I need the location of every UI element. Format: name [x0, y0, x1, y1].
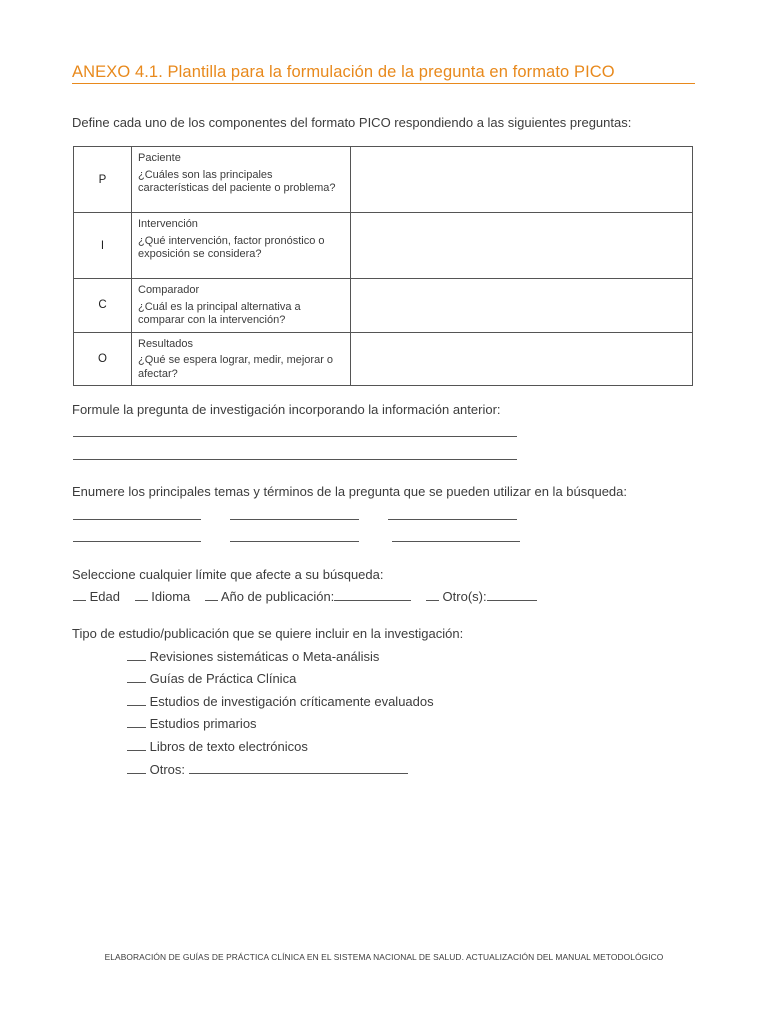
study-option-checkbox[interactable] [127, 716, 146, 728]
study-option-checkbox[interactable] [127, 739, 146, 751]
study-option [127, 762, 408, 777]
limit-label-edad: Edad [89, 589, 120, 604]
study-option-label: Revisiones sistemáticas o Meta-análisis [149, 649, 380, 664]
term-answer-line[interactable] [230, 541, 359, 542]
question-answer-line[interactable] [73, 436, 517, 437]
pico-row-i [74, 213, 693, 279]
pico-description [132, 279, 351, 333]
limit-checkbox-idioma[interactable] [135, 589, 148, 601]
pico-component-name: Intervención [138, 218, 198, 230]
limit-checkbox-anio[interactable] [205, 589, 218, 601]
study-option [127, 694, 434, 709]
pico-component-question: ¿Cuáles son las principales características del paciente o problema? [138, 168, 336, 194]
study-option [127, 649, 379, 664]
term-answer-line[interactable] [73, 519, 201, 520]
study-option [127, 716, 257, 731]
limit-field-otros[interactable] [487, 589, 537, 601]
terms-prompt: Enumere los principales temas y términos de la pregunta que se pueden utilizar en la búsqueda: [72, 484, 628, 499]
limit-checkbox-otros[interactable] [426, 589, 439, 601]
pico-letter: C [74, 279, 132, 333]
limit-label-anio: Año de publicación: [220, 589, 335, 604]
pico-letter: I [74, 213, 132, 279]
pico-description [132, 147, 351, 213]
study-option-checkbox[interactable] [127, 671, 146, 683]
limit-label-otros: Otro(s): [442, 589, 487, 604]
page-title: ANEXO 4.1. Plantilla para la formulación de la pregunta en formato PICO [72, 63, 695, 84]
limits-prompt: Seleccione cualquier límite que afecte a su búsqueda: [72, 567, 384, 582]
pico-row-o [74, 332, 693, 386]
study-option-label: Estudios de investigación críticamente evaluados [149, 694, 434, 709]
pico-letter: O [74, 332, 132, 386]
limit-checkbox-edad[interactable] [73, 589, 86, 601]
term-answer-line[interactable] [392, 541, 520, 542]
study-option-checkbox[interactable] [127, 694, 146, 706]
pico-component-name: Resultados [138, 337, 194, 350]
pico-component-question: ¿Qué intervención, factor pronóstico o exposición se considera? [138, 234, 325, 260]
question-prompt: Formule la pregunta de investigación incorporando la información anterior: [72, 402, 501, 417]
pico-description [132, 213, 351, 279]
pico-table [73, 146, 693, 386]
pico-answer-cell[interactable] [351, 213, 693, 279]
study-option-label: Libros de texto electrónicos [149, 739, 308, 754]
term-answer-line[interactable] [73, 541, 201, 542]
question-answer-line[interactable] [73, 459, 517, 460]
pico-row-c [74, 279, 693, 333]
pico-component-question: ¿Qué se espera lograr, medir, mejorar o afectar? [138, 354, 334, 380]
study-option-label: Guías de Práctica Clínica [149, 671, 297, 686]
limit-field-anio[interactable] [334, 589, 411, 601]
term-answer-line[interactable] [230, 519, 359, 520]
pico-row-p [74, 147, 693, 213]
page-footer: ELABORACIÓN DE GUÍAS DE PRÁCTICA CLÍNICA EN EL SISTEMA NACIONAL DE SALUD. ACTUALIZACIÓN DEL MANUAL METODOLÓGICO [104, 952, 664, 962]
limits-row [73, 589, 537, 604]
study-option-checkbox[interactable] [127, 649, 146, 661]
pico-description [132, 332, 351, 386]
intro-text: Define cada uno de los componentes del formato PICO respondiendo a las siguientes preguntas: [72, 115, 632, 130]
pico-answer-cell[interactable] [351, 332, 693, 386]
pico-component-question: ¿Cuál es la principal alternativa a comparar con la intervención? [138, 300, 301, 326]
study-option-checkbox[interactable] [127, 762, 146, 774]
study-prompt: Tipo de estudio/publicación que se quiere incluir en la investigación: [72, 626, 464, 641]
study-option [127, 739, 308, 754]
limit-label-idioma: Idioma [151, 589, 191, 604]
pico-letter: P [74, 147, 132, 213]
term-answer-line[interactable] [388, 519, 517, 520]
study-option-label: Estudios primarios [149, 716, 257, 731]
pico-component-name: Paciente [138, 152, 181, 164]
study-option-label: Otros: [149, 762, 186, 777]
pico-component-name: Comparador [138, 284, 200, 296]
study-option [127, 671, 296, 686]
pico-answer-cell[interactable] [351, 147, 693, 213]
study-other-field[interactable] [189, 762, 408, 774]
pico-answer-cell[interactable] [351, 279, 693, 333]
